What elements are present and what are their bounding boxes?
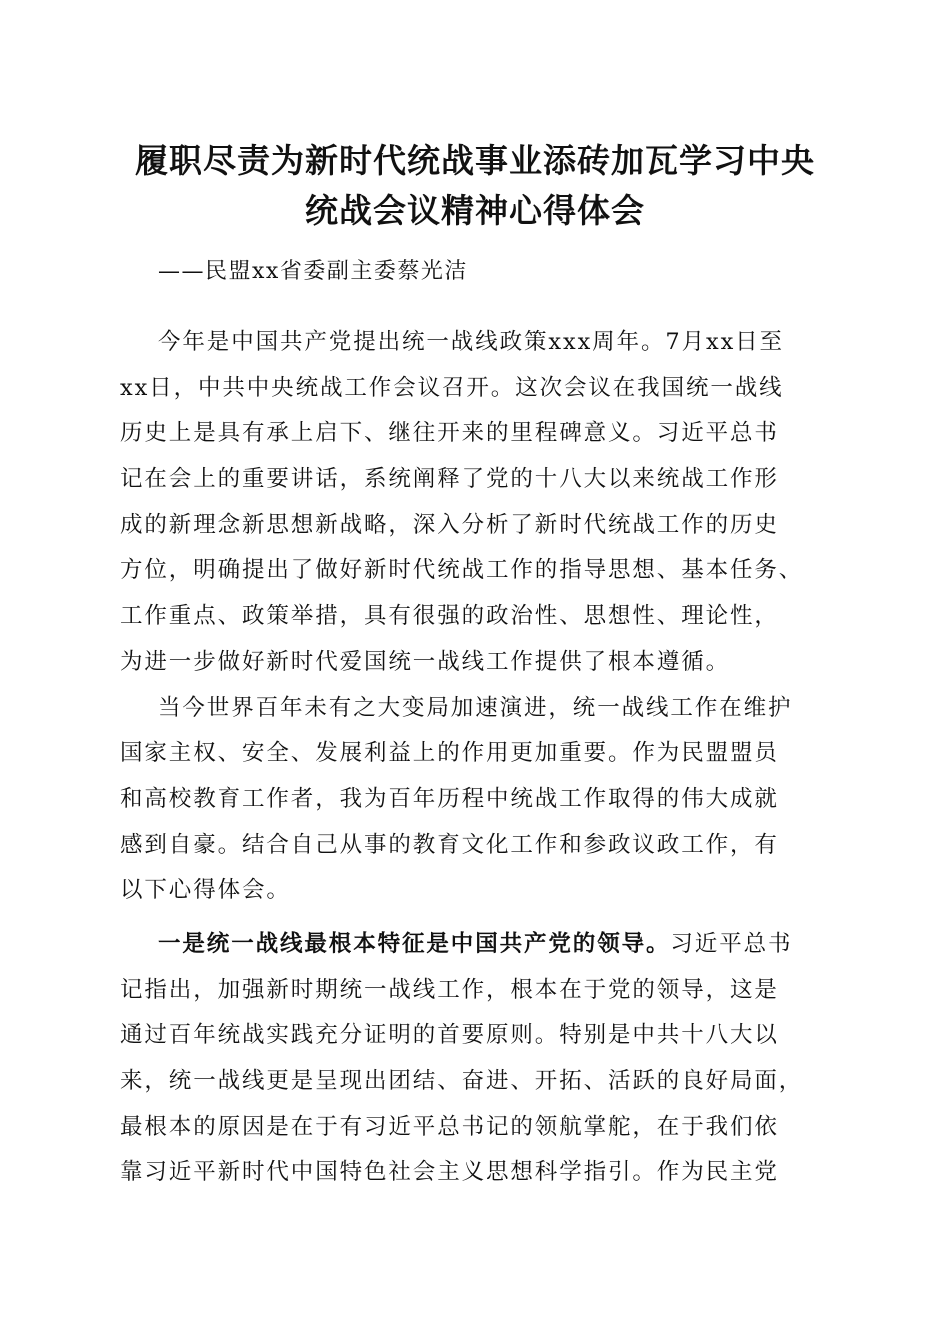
paragraph-1-line: 记在会上的重要讲话，系统阐释了党的十八大以来统战工作形 [120, 466, 779, 493]
paragraph-3-first-rest: 习近平总书 [670, 930, 793, 957]
paragraph-3-line: 通过百年统战实践充分证明的首要原则。特别是中共十八大以 [120, 1022, 779, 1049]
paragraph-3-line: 最根本的原因是在于有习近平总书记的领航掌舵，在于我们依 [120, 1113, 779, 1140]
paragraph-2-line: 和高校教育工作者，我为百年历程中统战工作取得的伟大成就 [120, 785, 779, 812]
paragraph-1-line: 成的新理念新思想新战略，深入分析了新时代统战工作的历史 [120, 511, 779, 538]
author-byline: ——民盟xx省委副主委蔡光洁 [158, 259, 468, 284]
paragraph-3-line: 靠习近平新时代中国特色社会主义思想科学指引。作为民主党 [120, 1159, 779, 1186]
paragraph-1-line: 工作重点、政策举措，具有很强的政治性、思想性、理论性， [120, 603, 779, 630]
paragraph-1-line: 今年是中国共产党提出统一战线政策xxx周年。7月xx日至 [158, 329, 784, 355]
paragraph-1-line: 方位，明确提出了做好新时代统战工作的指导思想、基本任务、 [120, 557, 804, 584]
paragraph-3-heading: 一是统一战线最根本特征是中国共产党的领导。 [158, 930, 671, 957]
paragraph-2-line: 感到自豪。结合自己从事的教育文化工作和参政议政工作，有 [120, 831, 779, 858]
paragraph-2-line: 当今世界百年未有之大变局加速演进，统一战线工作在维护 [158, 694, 793, 721]
document-body [120, 322, 840, 1198]
paragraph-3-line: 来，统一战线更是呈现出团结、奋进、开拓、活跃的良好局面， [120, 1068, 804, 1094]
paragraph-1-line: 历史上是具有承上启下、继往开来的里程碑意义。习近平总书 [120, 420, 779, 447]
title-line-1: 履职尽责为新时代统战事业添砖加瓦学习中央 [135, 141, 815, 180]
paragraph-3-line: 记指出，加强新时期统一战线工作，根本在于党的领导，这是 [120, 976, 779, 1003]
paragraph-3-first-line [120, 924, 840, 970]
paragraph-1-line: 为进一步做好新时代爱国统一战线工作提供了根本遵循。 [120, 648, 731, 675]
paragraph-2-line: 国家主权、安全、发展利益上的作用更加重要。作为民盟盟员 [120, 740, 779, 767]
paragraph-1-line: xx日，中共中央统战工作会议召开。这次会议在我国统一战线 [120, 374, 784, 401]
paragraph-2-line: 以下心得体会。 [120, 877, 291, 904]
document-title [90, 136, 860, 236]
title-line-2: 统战会议精神心得体会 [305, 191, 645, 230]
